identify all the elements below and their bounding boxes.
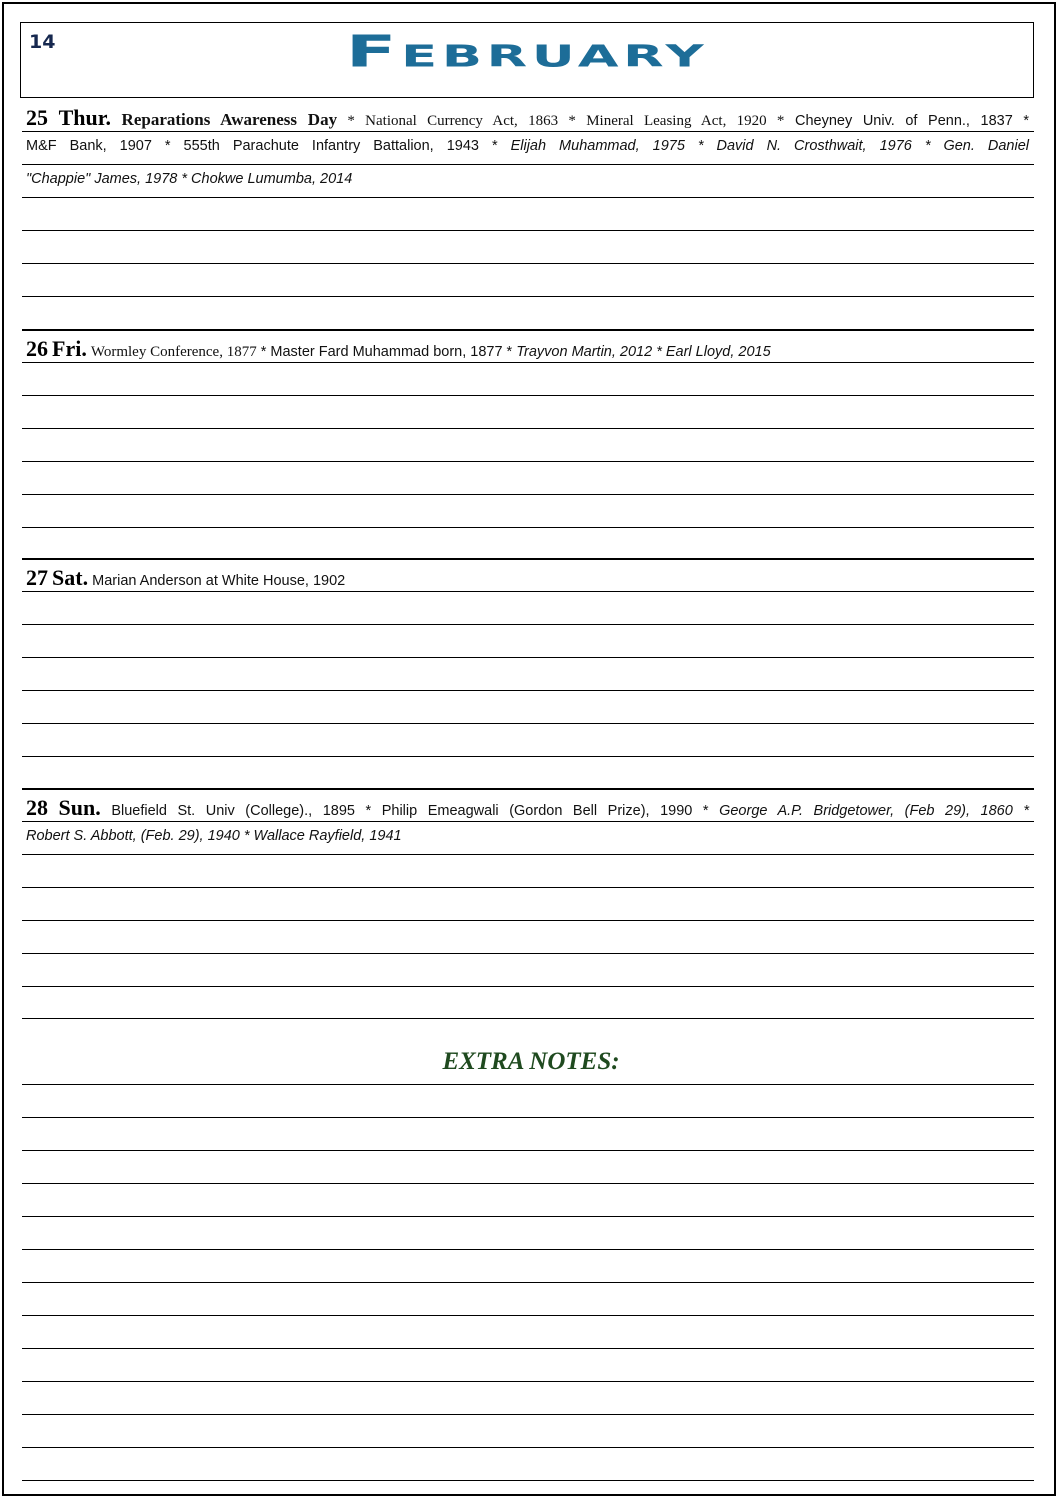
day-weekday: Thur. [58, 105, 111, 130]
ruled-line [22, 230, 1034, 231]
ruled-line [22, 527, 1034, 528]
event-text: M&F Bank, 1907 * 555th Parachute Infantry Battalion, 1943 * [26, 138, 511, 154]
notes-line [22, 1480, 1034, 1481]
ruled-line [22, 953, 1034, 954]
event-text: Robert S. Abbott, (Feb. 29), 1940 * Wallace Rayfield, 1941 [26, 828, 402, 844]
day-entry-line [26, 795, 1029, 821]
notes-line [22, 1282, 1034, 1283]
month-title: February [345, 27, 709, 78]
day-entry-line [26, 105, 1029, 131]
event-text: "Chappie" James, 1978 * Chokwe Lumumba, 2014 [26, 171, 353, 187]
day-entry-line [26, 336, 771, 362]
notes-line [22, 1117, 1034, 1118]
ruled-line [22, 690, 1034, 691]
day-separator [22, 329, 1034, 331]
ruled-line [22, 821, 1034, 822]
day-weekday: Sat. [52, 565, 89, 590]
ruled-line [22, 362, 1034, 363]
ruled-line [22, 428, 1034, 429]
day-weekday: Fri. [52, 336, 87, 361]
notes-line [22, 1249, 1034, 1250]
page-number: 14 [29, 31, 56, 53]
page-frame [2, 2, 1056, 1496]
ruled-line [22, 197, 1034, 198]
notes-line [22, 1183, 1034, 1184]
ruled-line [22, 263, 1034, 264]
ruled-line [22, 591, 1034, 592]
notes-line [22, 1216, 1034, 1217]
ruled-line [22, 887, 1034, 888]
day-entry-line [26, 828, 402, 844]
ruled-line [22, 920, 1034, 921]
ruled-line [22, 723, 1034, 724]
event-text: * Master Fard Muhammad born, 1877 * [256, 344, 517, 360]
notes-line [22, 1315, 1034, 1316]
ruled-line [22, 756, 1034, 757]
day-date: 26 [26, 336, 48, 361]
notes-line [22, 1084, 1034, 1085]
event-text: Trayvon Martin, 2012 * Earl Lloyd, 2015 [516, 344, 771, 360]
notes-line [22, 1381, 1034, 1382]
ruled-line [22, 395, 1034, 396]
day-date: 25 [26, 105, 48, 130]
day-entry-line [26, 565, 345, 591]
event-text: * National Currency Act, 1863 * Mineral Leasing Act, 1920 * [337, 113, 785, 129]
ruled-line [22, 986, 1034, 987]
notes-line [22, 1348, 1034, 1349]
day-date: 28 [26, 795, 48, 820]
ruled-line [22, 1018, 1034, 1019]
event-text: Cheyney Univ. of Penn., 1837 * [784, 113, 1029, 129]
day-weekday: Sun. [58, 795, 101, 820]
ruled-line [22, 131, 1034, 132]
ruled-line [22, 494, 1034, 495]
event-text: Marian Anderson at White House, 1902 [92, 573, 346, 589]
day-separator [22, 788, 1034, 790]
day-separator [22, 558, 1034, 560]
ruled-line [22, 164, 1034, 165]
event-text: Bluefield St. Univ (College)., 1895 * Philip Emeagwali (Gordon Bell Prize), 1990 * [111, 803, 720, 819]
event-text: George A.P. Bridgetower, (Feb 29), 1860 * [719, 803, 1029, 819]
event-text: Reparations Awareness Day [121, 110, 338, 129]
notes-line [22, 1150, 1034, 1151]
extra-notes-heading: EXTRA NOTES: [442, 1048, 620, 1075]
day-entry-line [26, 171, 352, 187]
ruled-line [22, 624, 1034, 625]
ruled-line [22, 657, 1034, 658]
ruled-line [22, 296, 1034, 297]
event-text: Elijah Muhammad, 1975 * David N. Crosthwait, 1976 * Gen. Daniel [510, 138, 1029, 154]
ruled-line [22, 461, 1034, 462]
ruled-line [22, 854, 1034, 855]
page-header [20, 22, 1034, 98]
event-text: Wormley Conference, 1877 [90, 344, 257, 360]
notes-line [22, 1414, 1034, 1415]
notes-line [22, 1447, 1034, 1448]
day-entry-line [26, 138, 1029, 154]
day-date: 27 [26, 565, 48, 590]
